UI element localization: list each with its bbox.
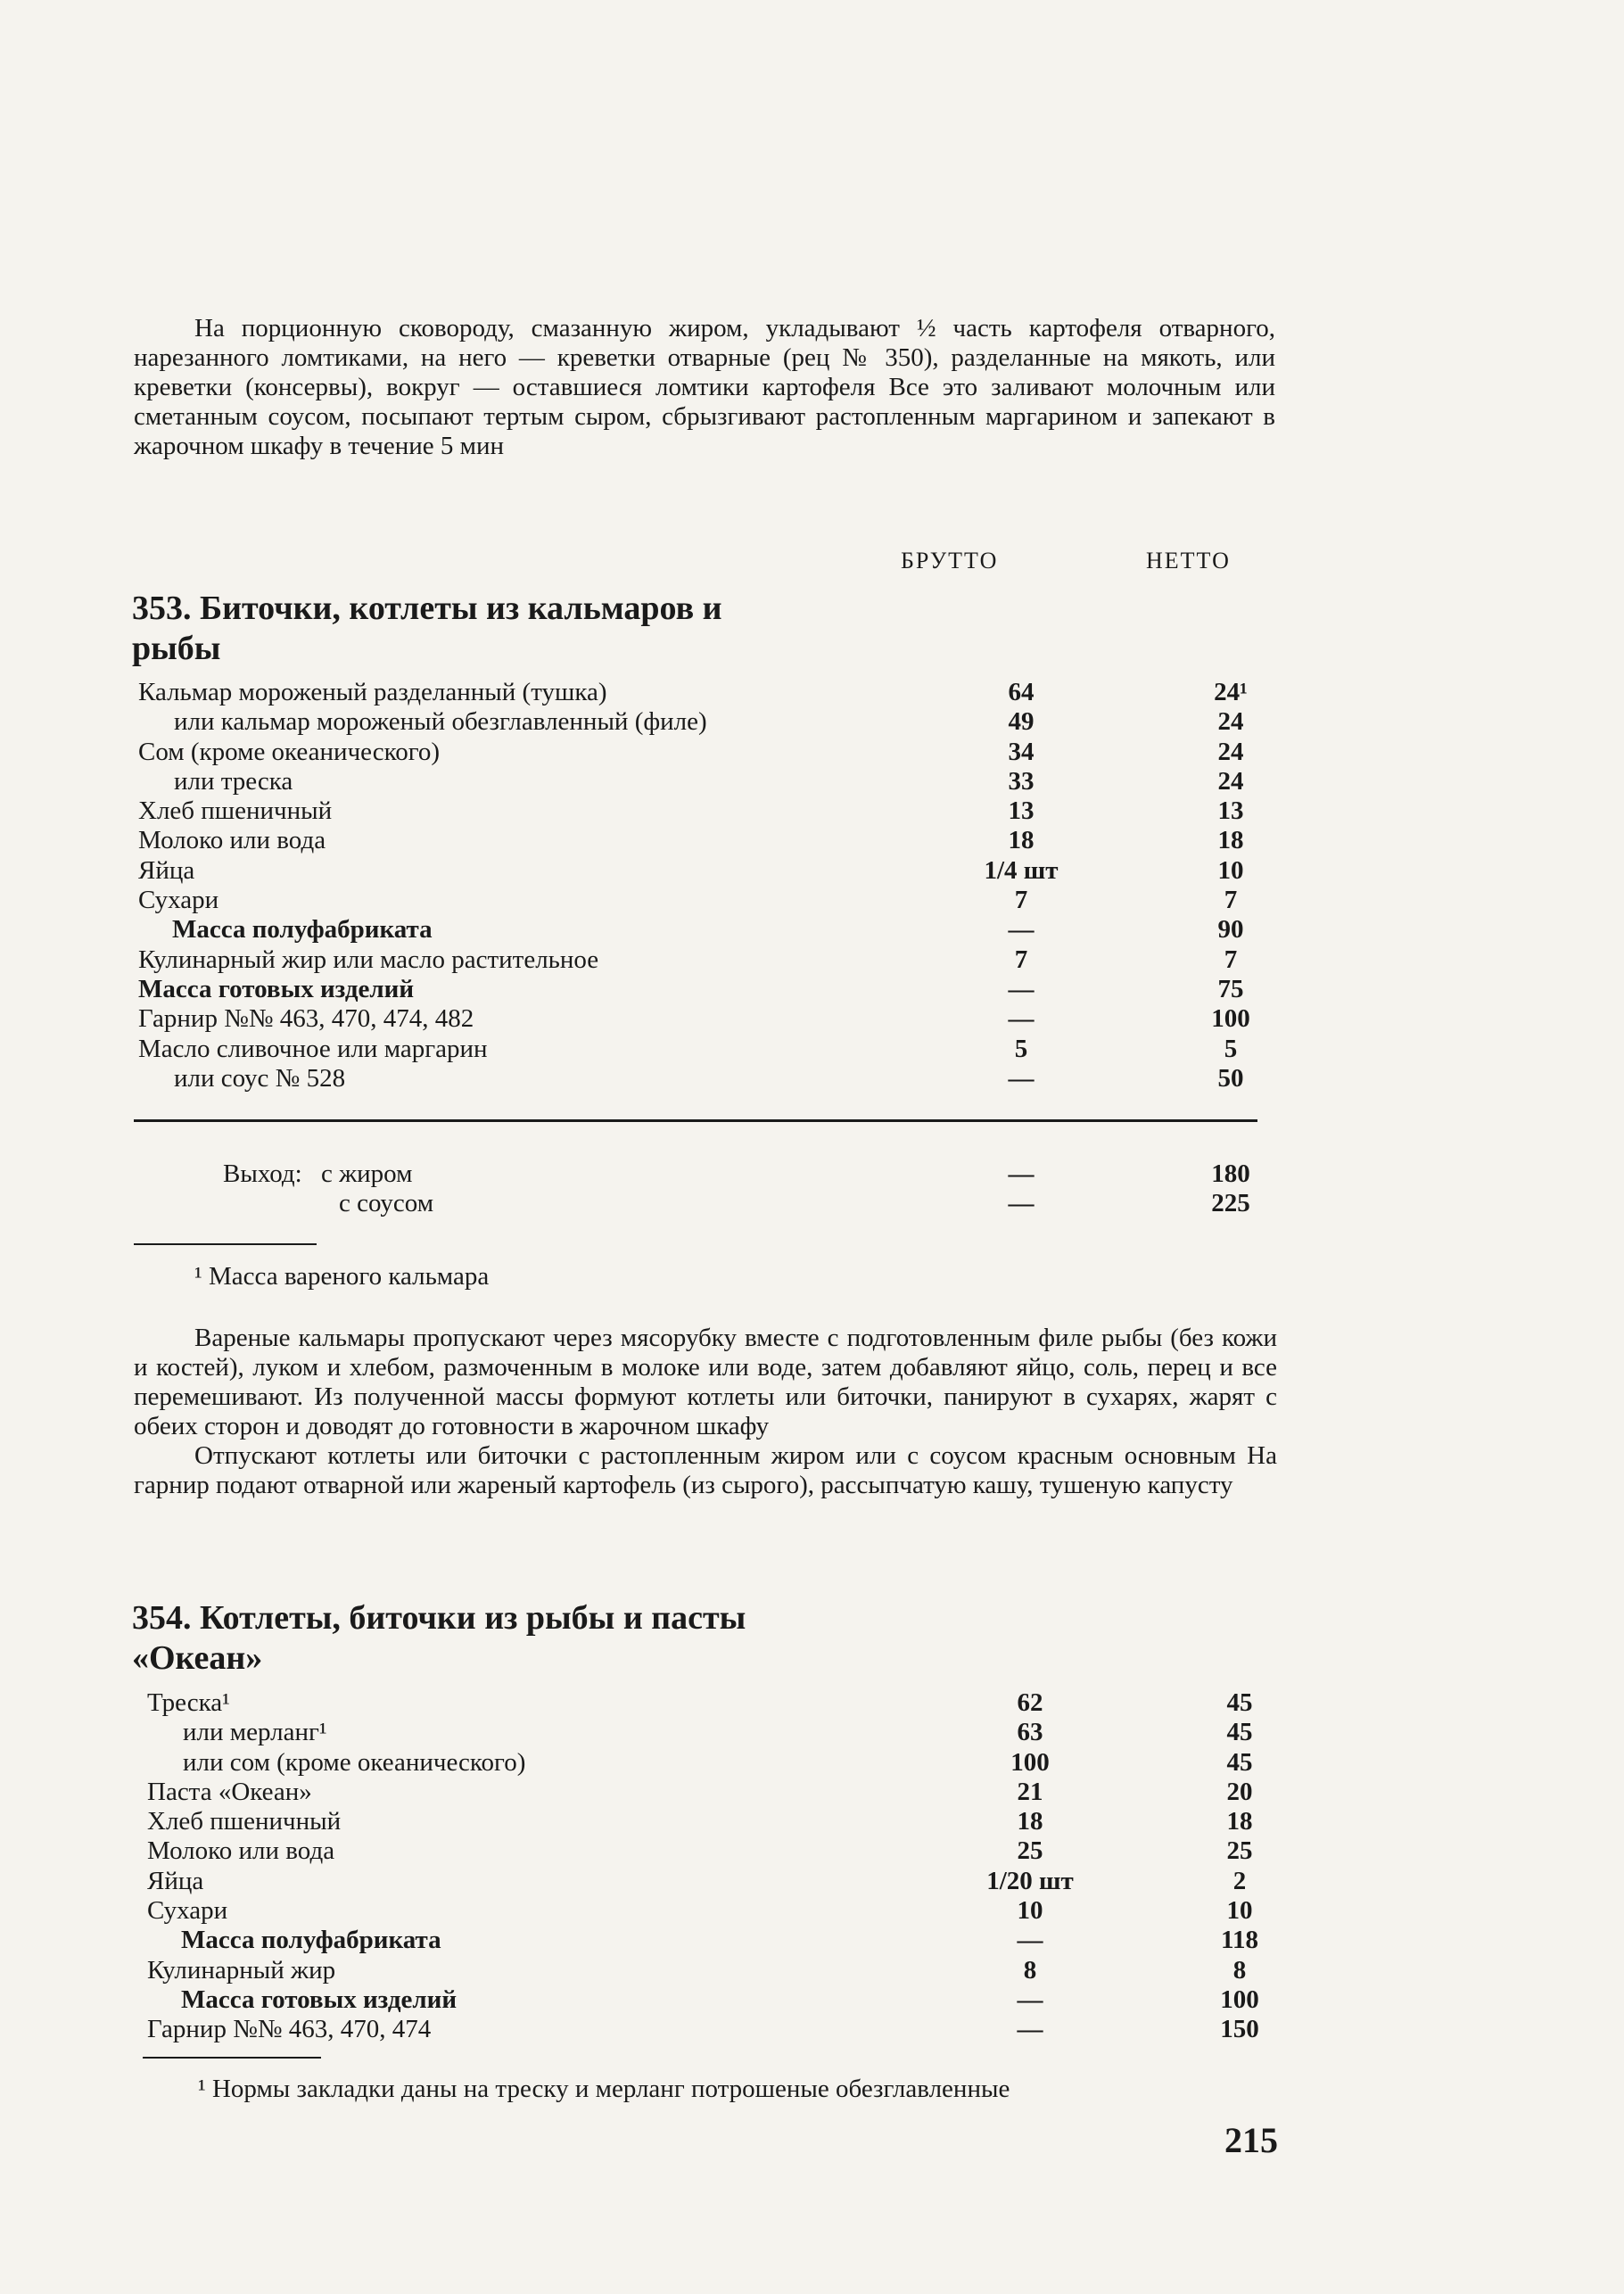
subtotal-row: Масса полуфабриката — 118 <box>181 1926 1258 1955</box>
ingredient-row: Треска¹ 62 45 <box>147 1688 1253 1717</box>
ingredient-row: Гарнир №№ 463, 470, 474, 482 — 100 <box>138 1004 1250 1034</box>
recipe-353-output <box>138 1159 1250 1219</box>
footnote-divider <box>143 2057 321 2059</box>
ingredient-row: Хлеб пшеничный 18 18 <box>147 1807 1253 1836</box>
footnote-divider <box>134 1243 317 1245</box>
subtotal-row: Масса полуфабриката — 90 <box>172 915 1244 945</box>
ingredient-row: Молоко или вода 18 18 <box>138 826 1244 855</box>
output-row: с соусом — 225 <box>339 1189 1250 1218</box>
ingredient-row: или сом (кроме океанического) 100 45 <box>183 1747 1253 1777</box>
ingredient-row: или треска 33 24 <box>174 766 1244 796</box>
table-divider <box>134 1119 1257 1122</box>
recipe-353-title: 353. Биточки, котлеты из кальмаров и рыбы <box>132 590 722 667</box>
subtotal-row: Масса готовых изделий — 100 <box>181 1985 1259 2014</box>
column-header-netto: НЕТТО <box>1146 548 1231 574</box>
ingredient-row: или соус № 528 — 50 <box>174 1063 1244 1093</box>
subtotal-row: Масса готовых изделий — 75 <box>138 974 1244 1003</box>
ingredient-row: или мерланг¹ 63 45 <box>183 1718 1253 1747</box>
ingredient-row: Гарнир №№ 463, 470, 474 — 150 <box>147 2015 1259 2044</box>
footnote-353: ¹ Масса вареного кальмара <box>194 1262 490 1291</box>
ingredient-row: Яйца 1/4 шт 10 <box>138 855 1244 885</box>
ingredient-row: Масло сливочное или маргарин 5 5 <box>138 1034 1238 1063</box>
ingredient-row: Сом (кроме океанического) 34 24 <box>138 737 1244 766</box>
recipe-353-method: Вареные кальмары пропускают через мясорубку вместе с подготовленным филе рыбы (без кожи и костей), луком и хлебом, размоченным в молоке или воде, затем добавляют яйцо, соль, перец и все перемешивают. Из полученной массы формуют котлеты или биточки, панируют в сухарях, жарят с обеих сторон и доводят до готовности в жарочном шкафу Отпускают котлеты или биточки с растопленным жиром или с соусом красным основным На гарнир подают отварной или жареный картофель (из сырого), рассыпчатую кашу, тушеную капусту <box>134 1324 1277 1499</box>
ingredient-row: или кальмар мороженый обезглавленный (филе) 49 24 <box>174 707 1244 737</box>
recipe-353-ingredients <box>138 678 1250 1093</box>
output-row: Выход: с жиром — 180 <box>223 1159 1250 1188</box>
ingredient-row: Сухари 7 7 <box>138 886 1238 915</box>
ingredient-row: Кулинарный жир 8 8 <box>147 1955 1247 1985</box>
ingredient-row: Яйца 1/20 шт 2 <box>147 1866 1247 1895</box>
ingredient-row: Молоко или вода 25 25 <box>147 1836 1253 1866</box>
ingredient-row: Хлеб пшеничный 13 13 <box>138 796 1244 826</box>
page-number: 215 <box>1224 2120 1278 2160</box>
intro-paragraph: На порционную сковороду, смазанную жиром, укладывают ½ часть картофеля отварного, нарезанного ломтиками, на него — креветки отварные (рец № 350), разделанные на мякоть, или креветки (консервы), вокруг — оставшиеся ломтики картофеля Все это заливают молочным или сметанным соусом, посыпают тертым сыром, сбрызгивают растопленным маргарином и запекают в жарочном шкафу в течение 5 мин <box>134 314 1275 460</box>
recipe-354-ingredients <box>147 1688 1259 2045</box>
recipe-354-title: 354. Котлеты, биточки из рыбы и пасты «Океан» <box>132 1599 746 1677</box>
footnote-354: ¹ Нормы закладки даны на треску и мерланг потрошеные обезглавленные <box>198 2075 1010 2103</box>
ingredient-row: Кулинарный жир или масло растительное 7 7 <box>138 945 1238 974</box>
ingredient-row: Паста «Океан» 21 20 <box>147 1777 1253 1806</box>
ingredient-row: Сухари 10 10 <box>147 1896 1253 1926</box>
column-header-brutto: БРУТТО <box>901 548 999 574</box>
ingredient-row: Кальмар мороженый разделанный (тушка) 64 24¹ <box>138 678 1248 706</box>
